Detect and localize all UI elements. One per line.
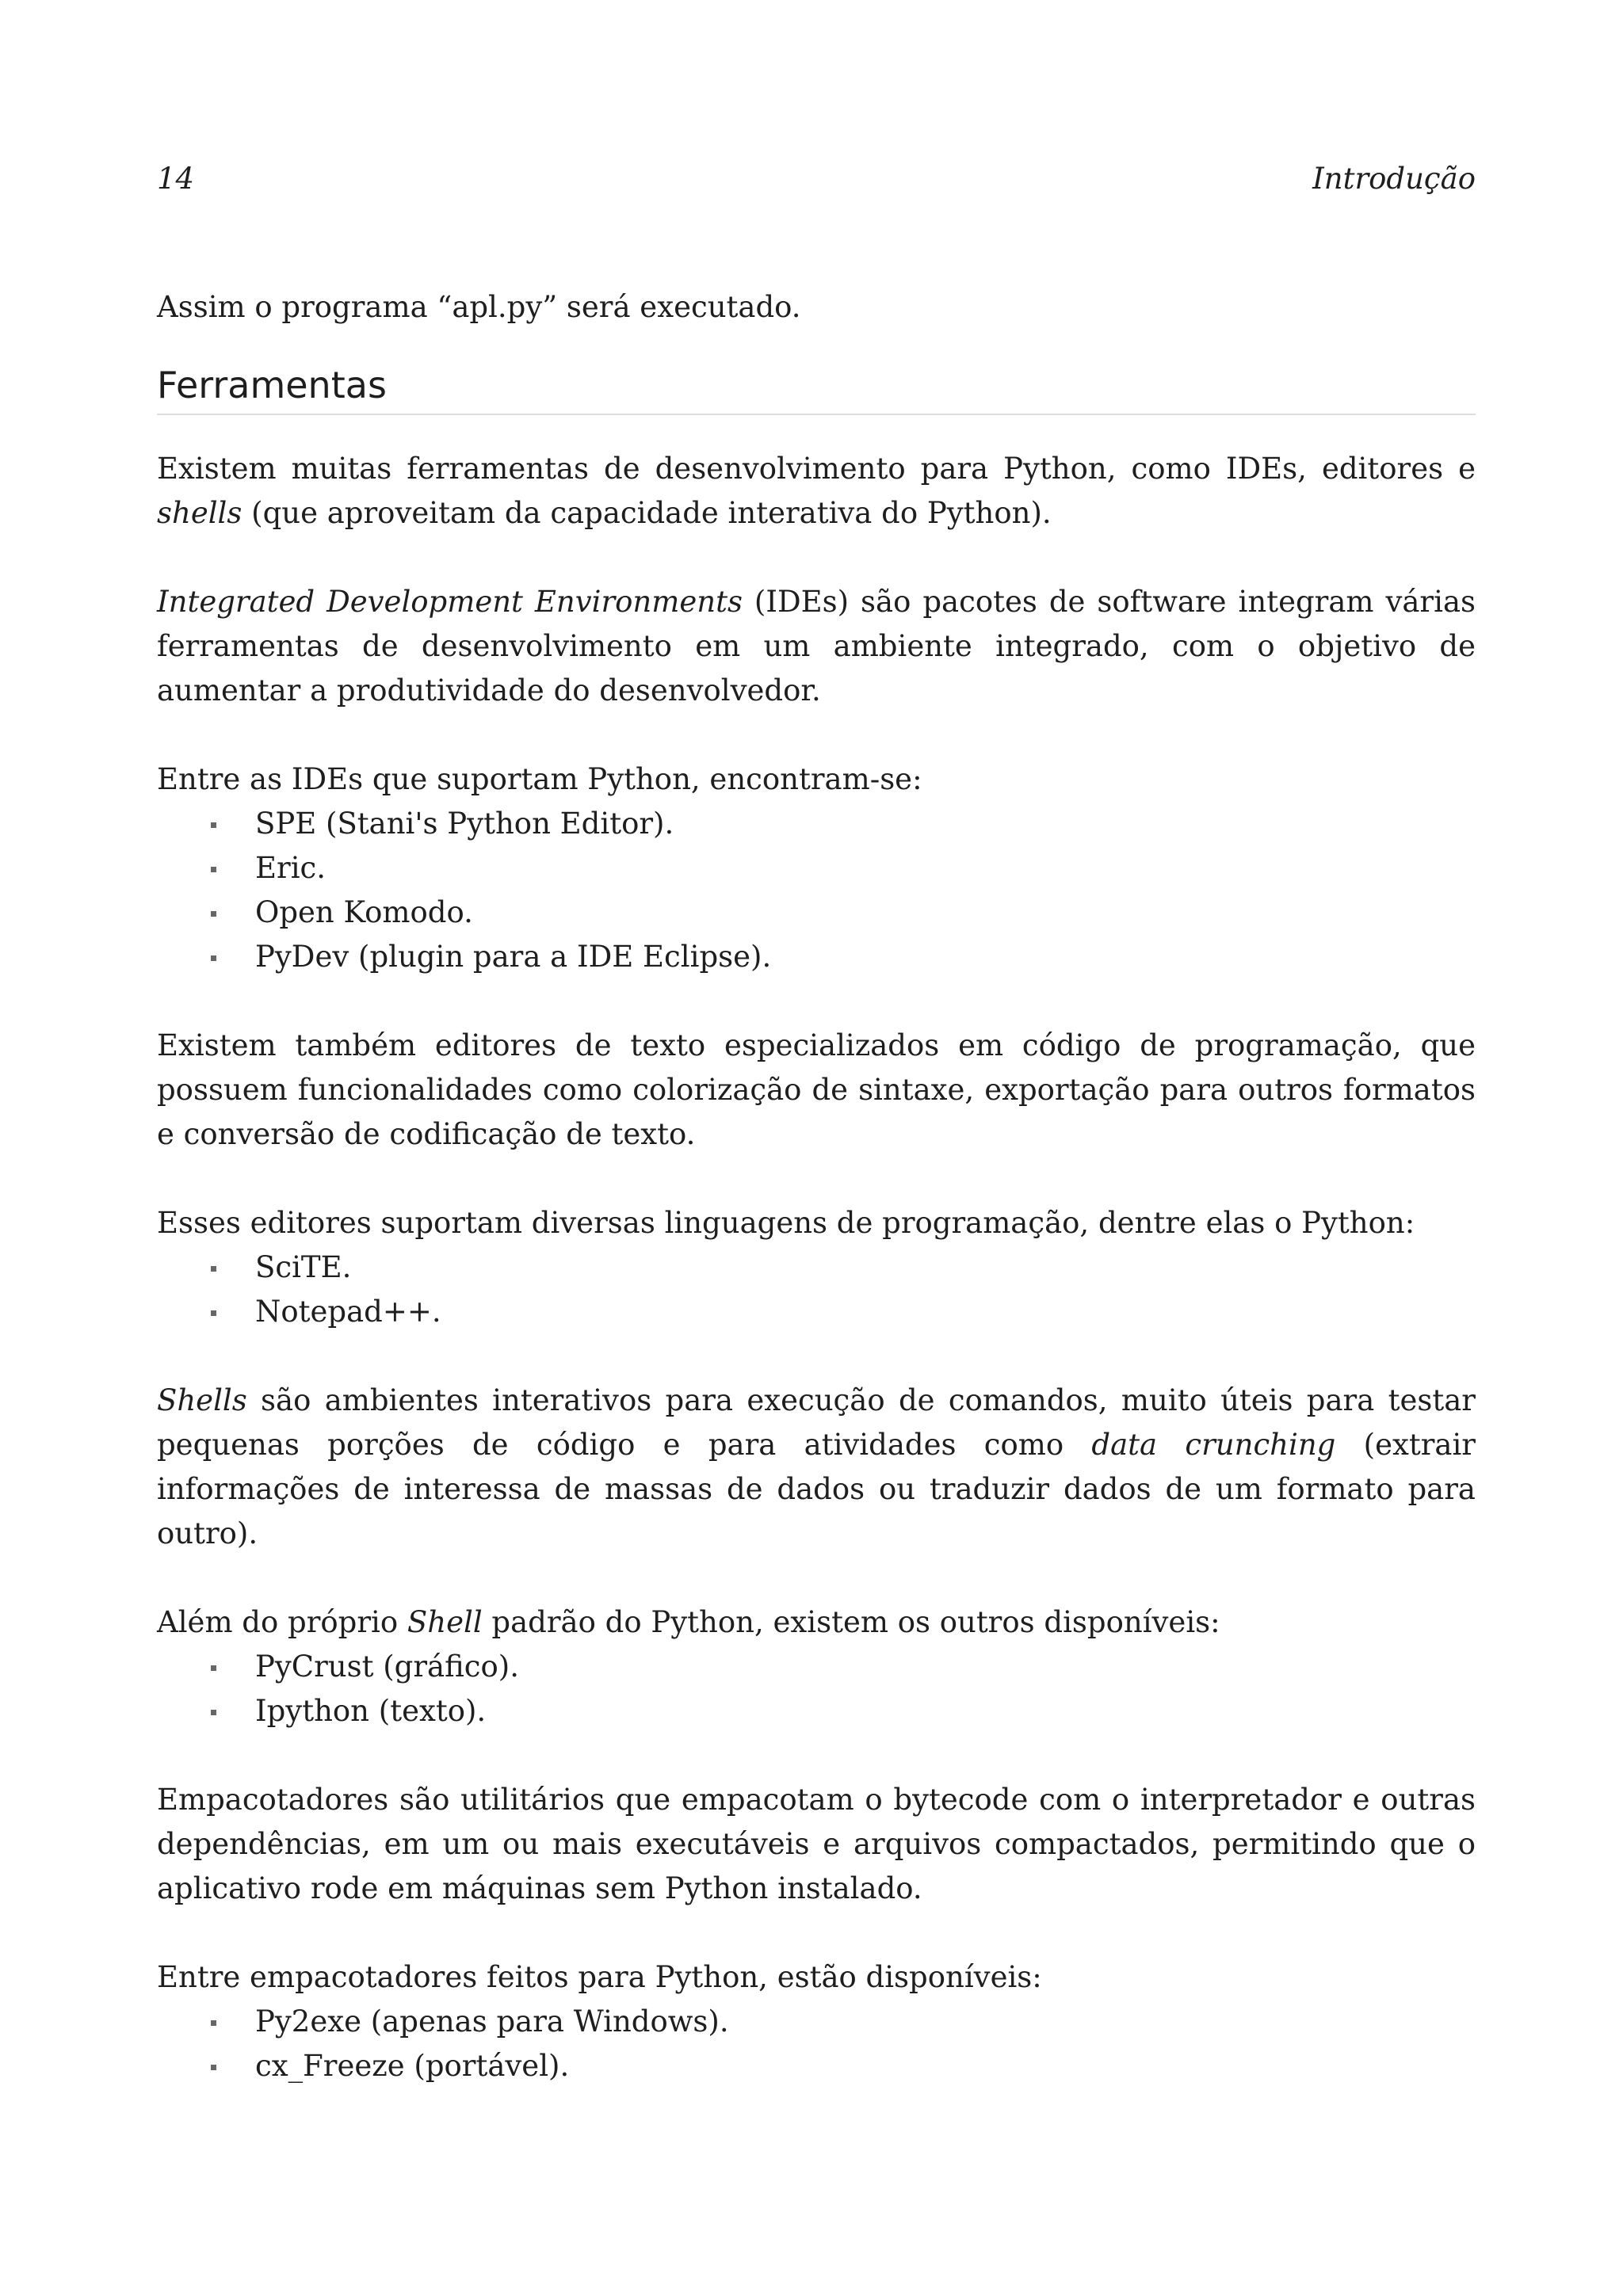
ide-paragraph	[157, 580, 1476, 713]
ide-list	[157, 802, 1476, 979]
shells-emphasis: Shells	[157, 1383, 247, 1417]
section-heading: Ferramentas	[157, 360, 1476, 415]
shells-paragraph	[157, 1379, 1476, 1556]
tools-paragraph	[157, 447, 1476, 536]
list-item: Notepad++.	[255, 1290, 1476, 1334]
list-item: PyDev (plugin para a IDE Eclipse).	[255, 935, 1476, 979]
editor-list-intro: Esses editores suportam diversas linguagens de programação, dentre elas o Python:	[157, 1206, 1415, 1240]
ide-text: (IDEs) são pacotes de software integram várias ferramentas de desenvolvimento em um ambiente integrado, com o objetivo de aumentar a produtividade do desenvolvedor.	[157, 585, 1476, 707]
ide-list-intro: Entre as IDEs que suportam Python, encontram-se:	[157, 762, 922, 796]
list-item: PyCrust (gráfico).	[255, 1645, 1476, 1689]
editors-paragraph: Existem também editores de texto especializados em código de programação, que possuem funcionalidades como colorização de sintaxe, exportação para outros formatos e conversão de codificação de texto.	[157, 1028, 1476, 1151]
packager-list-intro: Entre empacotadores feitos para Python, estão disponíveis:	[157, 1960, 1042, 1994]
packager-list	[157, 2000, 1476, 2088]
packagers-paragraph: Empacotadores são utilitários que empacotam o bytecode com o interpretador e outras dependências, em um ou mais executáveis e arquivos compactados, permitindo que o aplicativo rode em máquinas sem Python instalado.	[157, 1783, 1476, 1905]
shell-intro-emphasis: Shell	[407, 1605, 483, 1639]
page-number: 14	[157, 162, 195, 196]
intro-paragraph: Assim o programa “apl.py” será executado.	[157, 290, 801, 324]
shell-intro-before: Além do próprio	[157, 1605, 407, 1639]
list-item: Open Komodo.	[255, 891, 1476, 935]
list-item: cx_Freeze (portável).	[255, 2044, 1476, 2088]
editor-list	[157, 1245, 1476, 1334]
list-item: SPE (Stani's Python Editor).	[255, 802, 1476, 846]
list-item: Eric.	[255, 846, 1476, 891]
tools-text-after: (que aproveitam da capacidade interativa do Python).	[242, 496, 1052, 530]
list-item: SciTE.	[255, 1245, 1476, 1290]
running-title: Introdução	[1312, 162, 1476, 196]
tools-text: Existem muitas ferramentas de desenvolvimento para Python, como IDEs, editores e	[157, 452, 1476, 486]
list-item: Py2exe (apenas para Windows).	[255, 2000, 1476, 2044]
ide-emphasis: Integrated Development Environments	[157, 585, 743, 619]
shells-emphasis-2: data crunching	[1091, 1428, 1336, 1462]
shells-text: são ambientes interativos para execução de comandos, muito úteis para testar pequenas porções de código e para atividades como	[157, 1383, 1476, 1462]
document-page	[157, 0, 1476, 2296]
shell-list	[157, 1645, 1476, 1733]
tools-emphasis: shells	[157, 496, 242, 530]
shell-intro-after: padrão do Python, existem os outros disponíveis:	[482, 1605, 1220, 1639]
shells-text-after: (extrair informações de interessa de massas de dados ou traduzir dados de um formato para outro).	[157, 1428, 1476, 1550]
document-body	[157, 285, 1476, 2088]
shell-list-intro	[157, 1600, 1476, 1645]
list-item: Ipython (texto).	[255, 1689, 1476, 1733]
